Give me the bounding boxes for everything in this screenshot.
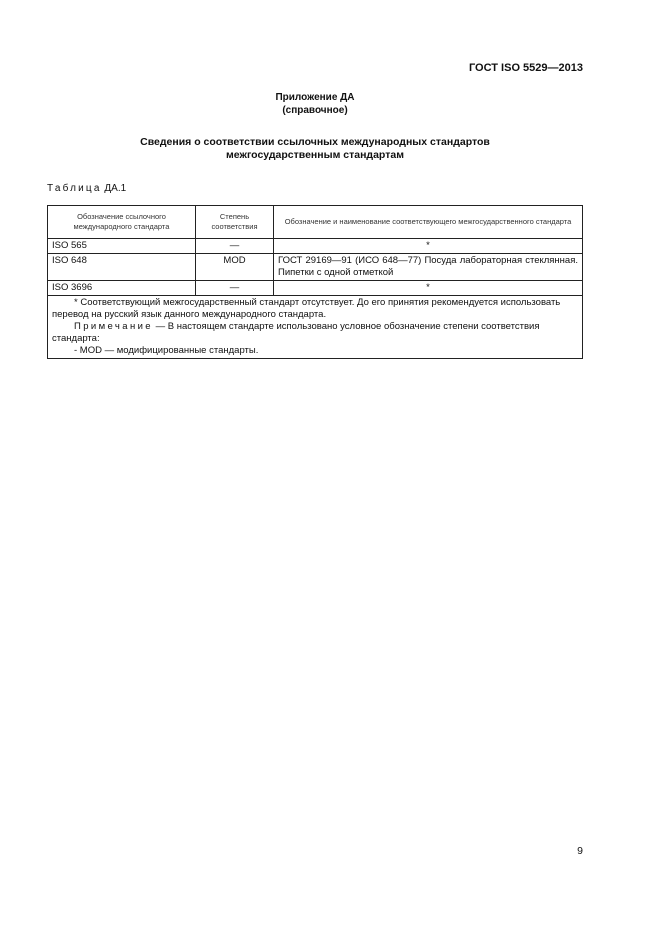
table-row: [48, 254, 583, 281]
table-label-number: ДА.1: [104, 183, 127, 194]
table-notes-row: [48, 296, 583, 359]
cell-ref: ISO 648: [48, 254, 196, 281]
cell-standard: *: [274, 239, 583, 254]
table-header-row: [48, 206, 583, 239]
note-item: - MOD — модифицированные стандарты.: [74, 345, 259, 356]
cell-standard: ГОСТ 29169—91 (ИСО 648—77) Посуда лабораторная стеклянная. Пипетки с одной отметкой: [274, 254, 583, 281]
table-note: [52, 321, 578, 345]
column-header-standard: Обозначение и наименование соответствующего межгосударственного стандарта: [274, 206, 583, 239]
document-code: ГОСТ ISO 5529—2013: [468, 62, 583, 74]
annex-heading: [0, 91, 630, 117]
page-number: 9: [577, 845, 583, 857]
section-title: [0, 136, 630, 162]
cell-degree: —: [196, 239, 274, 254]
cell-degree: MOD: [196, 254, 274, 281]
column-header-degree: Степень соответствия: [196, 206, 274, 239]
cell-standard: *: [274, 281, 583, 296]
cell-degree: —: [196, 281, 274, 296]
cell-ref: ISO 565: [48, 239, 196, 254]
column-header-ref: Обозначение ссылочного международного стандарта: [48, 206, 196, 239]
cell-ref: ISO 3696: [48, 281, 196, 296]
section-title-line1: Сведения о соответствии ссылочных международных стандартов: [140, 136, 490, 148]
note-label: Примечание: [74, 321, 153, 332]
correspondence-table: [47, 205, 583, 359]
table-footnote: * Соответствующий межгосударственный стандарт отсутствует. До его принятия рекомендуется использовать перевод на русский язык данного международного стандарта.: [52, 297, 561, 320]
section-title-line2: межгосударственным стандартам: [226, 149, 404, 161]
table-label-word: Таблица: [47, 183, 102, 194]
table-notes: [48, 296, 583, 359]
table-row: [48, 281, 583, 296]
annex-subtitle: (справочное): [282, 105, 348, 116]
table-row: [48, 239, 583, 254]
note-text: — В настоящем стандарте использовано условное обозначение степени соответствия стандарта:: [52, 321, 540, 344]
annex-title: Приложение ДА: [275, 92, 355, 103]
table-label: [47, 183, 126, 194]
